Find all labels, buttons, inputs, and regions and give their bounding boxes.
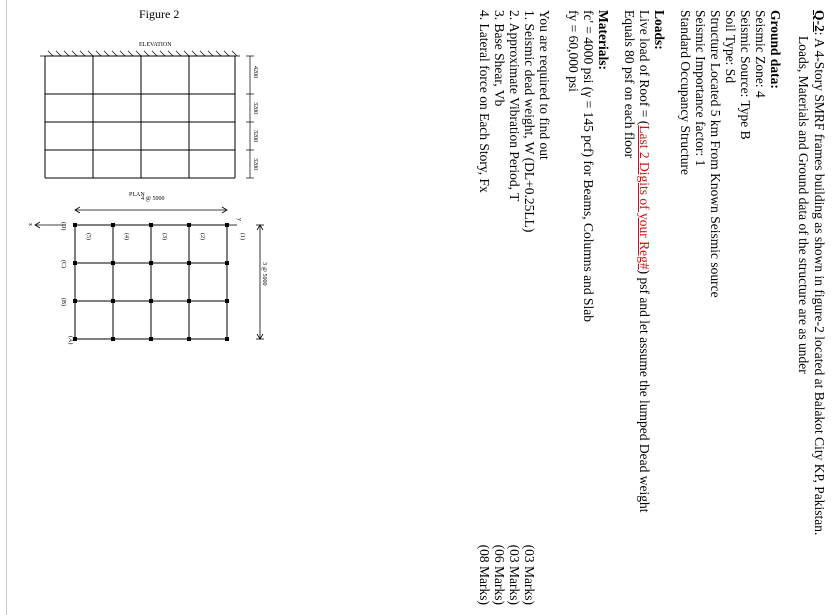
elevation-ground-hatch <box>40 51 240 56</box>
materials-heading: Materials: <box>596 10 611 70</box>
story-height: 4200 <box>252 66 258 78</box>
x-axis-label: x <box>27 223 33 226</box>
story-height: 3200 <box>252 130 258 142</box>
loads-text: Live load of Roof = ( <box>637 10 652 126</box>
required-item: 3. Base Shear, Vb <box>492 10 507 107</box>
col-label: (3) <box>161 233 167 240</box>
loads-text: ) psf and let assume the lumped Dead weight <box>637 269 652 513</box>
ground-item: Standard Occupancy Structure <box>678 10 693 175</box>
row-label: (A) <box>67 336 73 345</box>
col-label: (4) <box>123 233 129 240</box>
ground-item: Soil Type: Sd <box>723 10 738 84</box>
required-intro: You are required to find out <box>537 10 552 160</box>
question-line-1: Q-2: A 4-Story SMRF frames building as shown in figure-2 located at Balakot City KP, Pakistan. <box>812 10 827 536</box>
elevation-label: ELEVATION <box>139 42 172 48</box>
elevation-drawing <box>45 56 235 178</box>
required-item: 1. Seismic dead weight, W (DL+0.25LL) <box>522 10 537 233</box>
materials-line-2: fy = 60,000 psi <box>566 10 581 92</box>
reg-number-highlight: Last 2 Digits of your Reg# <box>637 125 652 270</box>
row-label: (C) <box>60 260 66 268</box>
row-label: (B) <box>60 298 66 306</box>
loads-heading: Loads: <box>652 10 667 50</box>
marks-label: (03 Marks) <box>507 544 522 605</box>
ground-heading: Ground data: <box>768 10 783 89</box>
story-height: 3200 <box>252 158 258 170</box>
question-number: Q-2 <box>812 10 827 32</box>
plan-y-dim-label: 3 @ 5000 <box>261 262 267 286</box>
figure-caption: Figure 2 <box>139 7 180 21</box>
loads-line-2: Equals 80 psf on each floor <box>622 10 637 159</box>
page-edge-rule <box>6 0 7 615</box>
required-item: 2. Approximate Vibration Period, T <box>507 10 522 202</box>
question-line-2: Loads, Materials and Ground data of the structure are as under <box>796 36 811 374</box>
plan-label: PLAN <box>129 192 145 198</box>
marks-label: (08 Marks) <box>477 544 492 605</box>
marks-label: (03 Marks) <box>522 544 537 605</box>
plan-x-dim-label: 4 @ 5000 <box>141 196 165 202</box>
ground-item: Seismic Importance factor: 1 <box>693 10 708 167</box>
plan-grid-labels <box>60 222 246 344</box>
required-item: 4. Lateral force on Each Story, Fx <box>477 10 492 193</box>
y-axis-label: y <box>236 218 242 221</box>
question-text: A 4-Story SMRF frames building as shown in figure-2 located at Balakot City KP, Pakistan. <box>812 38 827 536</box>
plan-drawing <box>75 225 227 339</box>
plan-x-dimension <box>75 207 227 213</box>
ground-item: Seismic Zone: 4 <box>753 10 768 98</box>
col-label: (2) <box>199 233 205 240</box>
col-label: (5) <box>85 233 91 240</box>
marks-label: (06 Marks) <box>492 544 507 605</box>
row-label: (D) <box>60 222 66 231</box>
col-label: (1) <box>239 233 245 240</box>
ground-item: Structure Located 5 km From Known Seismic source <box>708 10 723 298</box>
materials-line-1: fc' = 4000 psi (γ = 145 pcf) for Beams, Columns and Slab <box>581 10 596 322</box>
story-height: 3200 <box>252 102 258 114</box>
ground-item: Seismic Source: Type B <box>738 10 753 140</box>
